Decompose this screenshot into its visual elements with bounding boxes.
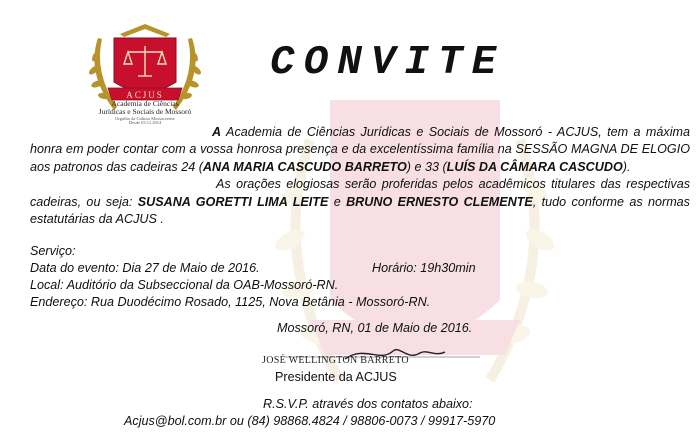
p1-lead: A: [212, 125, 222, 139]
page-title: CONVITE: [270, 40, 506, 86]
logo-seal-text: ACJUS: [126, 90, 164, 100]
paragraph-1: [30, 124, 690, 176]
p1-text-2: ) e 33 (: [406, 159, 447, 174]
service-address: Endereço: Rua Duodécimo Rosado, 1125, Nova Betânia - Mossoró-RN.: [30, 295, 431, 309]
p1-name-ana: ANA MARIA CASCUDO BARRETO: [202, 159, 407, 174]
rsvp-line: R.S.V.P. através dos contatos abaixo:: [263, 397, 473, 411]
invitation-body: [30, 124, 690, 228]
service-heading: Serviço:: [30, 244, 76, 258]
logo-caption: [70, 100, 220, 126]
p2-text-3: , tudo conforme as normas estatutárias da ACJUS .: [30, 194, 690, 227]
p2-name-susana: SUSANA GORETTI LIMA LEITE: [137, 194, 329, 209]
p2-text-2: e: [328, 194, 347, 209]
p2-name-bruno: BRUNO ERNESTO CLEMENTE: [346, 194, 533, 209]
logo-line-2: Jurídicas e Sociais de Mossoró: [98, 106, 192, 116]
service-time: Horário: 19h30min: [372, 261, 476, 275]
service-date: Data do evento: Dia 27 de Maio de 2016.: [30, 261, 260, 275]
paragraph-2: [30, 176, 690, 228]
contact-line: Acjus@bol.com.br ou (84) 98868.4824 / 98806-0073 / 99917-5970: [124, 414, 496, 428]
service-local: Local: Auditório da Subseccional da OAB-Mossoró-RN.: [30, 278, 339, 292]
logo-line-3: Orgulho da Cultura Mossoroense: [115, 115, 175, 121]
p1-text-3: ).: [622, 159, 631, 174]
p2-text: As orações elogiosas serão proferidas pelos acadêmicos titulares das respectivas cadeiras, ou seja:: [30, 177, 690, 209]
logo-line-1: Academia de Ciências: [111, 99, 179, 108]
signatory-name: JOSÉ WELLINGTON BARRETO: [262, 355, 409, 366]
p1-text: Academia de Ciências Jurídicas e Sociais de Mossoró - ACJUS, tem a máxima honra em poder contar com a vossa honrosa presença e da excelentíssima família na SESSÃO MAGNA DE ELOGIO aos patronos das cadeiras 24 (: [30, 125, 690, 174]
logo-line-4: Desde 03.11.2014: [128, 120, 162, 126]
p1-name-luis: LUÍS DA CÂMARA CASCUDO: [446, 159, 623, 174]
place-date: Mossoró, RN, 01 de Maio de 2016.: [277, 321, 473, 335]
signatory-role: Presidente da ACJUS: [275, 370, 397, 384]
